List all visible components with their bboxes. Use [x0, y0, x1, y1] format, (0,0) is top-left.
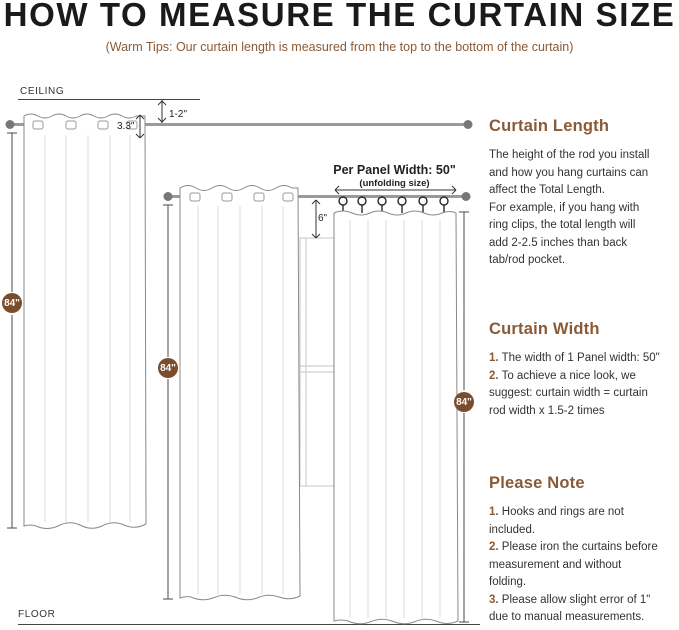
item-text: due to manual measurements. [489, 611, 645, 623]
item-text: Please iron the curtains before [501, 541, 658, 553]
note-item-2 [489, 539, 679, 557]
floor-label: FLOOR [18, 609, 56, 620]
length-line: tab/rod pocket. [489, 254, 566, 266]
note-item-1 [489, 504, 679, 522]
item-text: Please allow slight error of 1" [501, 593, 651, 606]
ceiling-label: CEILING [20, 86, 65, 97]
window-frame [300, 238, 334, 486]
section-heading: Curtain Length [489, 117, 610, 135]
section-heading: Please Note [489, 474, 585, 492]
width-item-1 [489, 350, 679, 368]
item-text: The width of 1 Panel width: 50" [501, 352, 660, 364]
item-number: 2. [489, 541, 499, 553]
section-curtain-width [489, 320, 679, 420]
length-line: and how you hang curtains can [489, 166, 649, 179]
gap-dimension [158, 100, 166, 123]
item-text: measurement and without [489, 558, 622, 571]
length-dimension-3 [459, 212, 469, 622]
curtain-panel-1 [24, 114, 146, 529]
clip-drop-label: 6" [318, 213, 328, 224]
section-curtain-length [489, 117, 679, 270]
gap-label: 1-2" [169, 109, 188, 120]
panel-width-label [322, 163, 467, 189]
length-line: affect the Total Length. [489, 184, 605, 196]
item-text: To achieve a nice look, we [501, 369, 636, 382]
length-dimension-2 [163, 205, 173, 599]
length-line: For example, if you hang with [489, 201, 640, 214]
item-number: 2. [489, 369, 499, 382]
ring-clips [339, 197, 448, 213]
length-badge-3: 84" [454, 392, 474, 412]
length-badge-2: 84" [158, 358, 178, 378]
note-item-3 [489, 592, 679, 610]
length-line: The height of the rod you install [489, 149, 650, 161]
width-item-2 [489, 368, 679, 386]
item-number: 3. [489, 593, 499, 606]
curtain-panel-3 [334, 211, 458, 624]
length-line: ring clips, the total length will [489, 219, 636, 231]
item-number: 1. [489, 506, 499, 518]
length-dimension-1 [7, 133, 17, 528]
item-number: 1. [489, 352, 499, 364]
item-text: Hooks and rings are not [501, 506, 624, 518]
length-line: add 2-2.5 inches than back [489, 236, 628, 249]
page-title: HOW TO MEASURE THE CURTAIN SIZE [3, 0, 676, 33]
section-heading: Curtain Width [489, 320, 600, 338]
item-text: rod width x 1.5-2 times [489, 404, 605, 417]
warm-tip: (Warm Tips: Our curtain length is measured from the top to the bottom of the curtain) [105, 40, 574, 54]
header-label: 3.3" [117, 121, 135, 132]
item-text: included. [489, 523, 536, 536]
panel-width-text: Per Panel Width: 50" [333, 163, 456, 177]
length-badge-1: 84" [2, 293, 22, 313]
panel-width-note: (unfolding size) [359, 178, 430, 189]
item-text: suggest: curtain width = curtain [489, 387, 648, 399]
item-text: folding. [489, 576, 527, 588]
section-please-note [489, 474, 679, 627]
